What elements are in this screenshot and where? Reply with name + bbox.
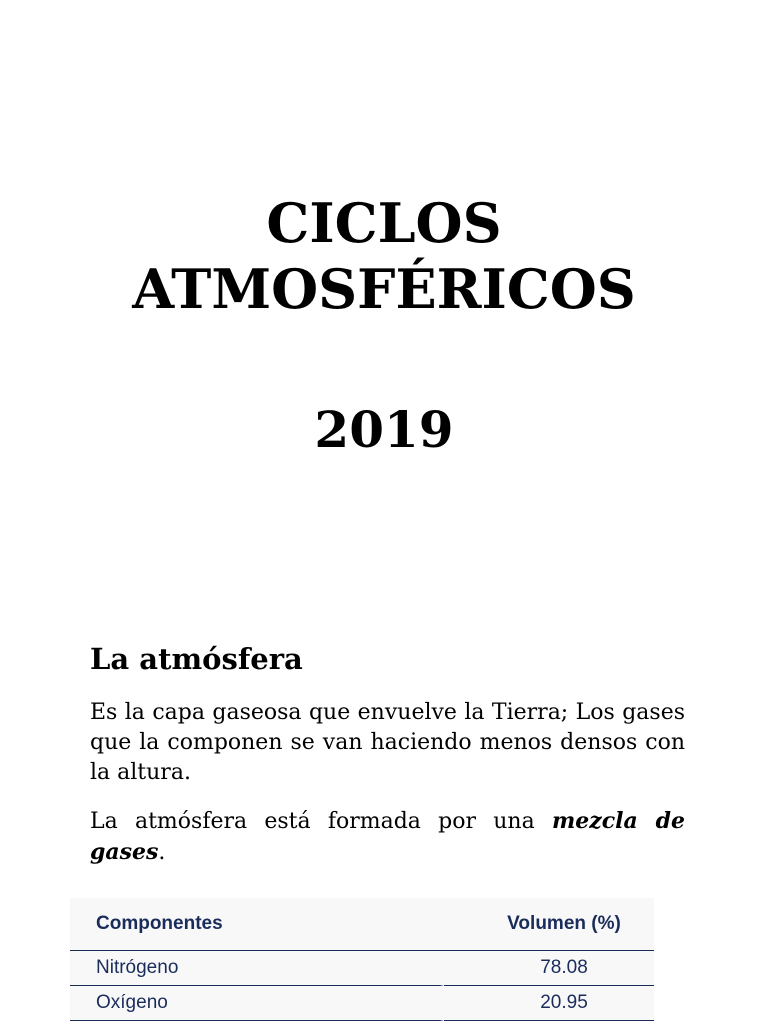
title-line-1: CICLOS — [266, 191, 502, 255]
paragraph-definition: Es la capa gaseosa que envuelve la Tierra; Los gases que la componen se van haciendo menos densos con la altura. — [90, 700, 685, 785]
table-row — [70, 986, 654, 1021]
paragraph-composition — [90, 806, 685, 868]
component-volume: 20.95 — [444, 986, 654, 1021]
atmosphere-section — [90, 640, 685, 886]
title-line-2: ATMOSFÉRICOS — [132, 257, 636, 321]
component-name: Nitrógeno — [70, 951, 444, 986]
header-components: Componentes — [70, 898, 444, 951]
title-year: 2019 — [314, 400, 454, 459]
component-volume: 78.08 — [444, 951, 654, 986]
paragraph-composition-suffix: . — [158, 840, 166, 865]
paragraph-composition-prefix: La atmósfera está formada por una — [90, 809, 552, 834]
component-name: Oxígeno — [70, 986, 444, 1021]
table-header-row — [70, 898, 654, 951]
components-table-wrap — [70, 898, 654, 1021]
section-heading: La atmósfera — [90, 642, 303, 676]
components-table — [70, 898, 654, 1021]
table-row — [70, 951, 654, 986]
header-volume: Volumen (%) — [444, 898, 654, 951]
paragraph-composition-emphasis: mezcla de gases — [90, 808, 685, 865]
title-block — [0, 190, 768, 460]
